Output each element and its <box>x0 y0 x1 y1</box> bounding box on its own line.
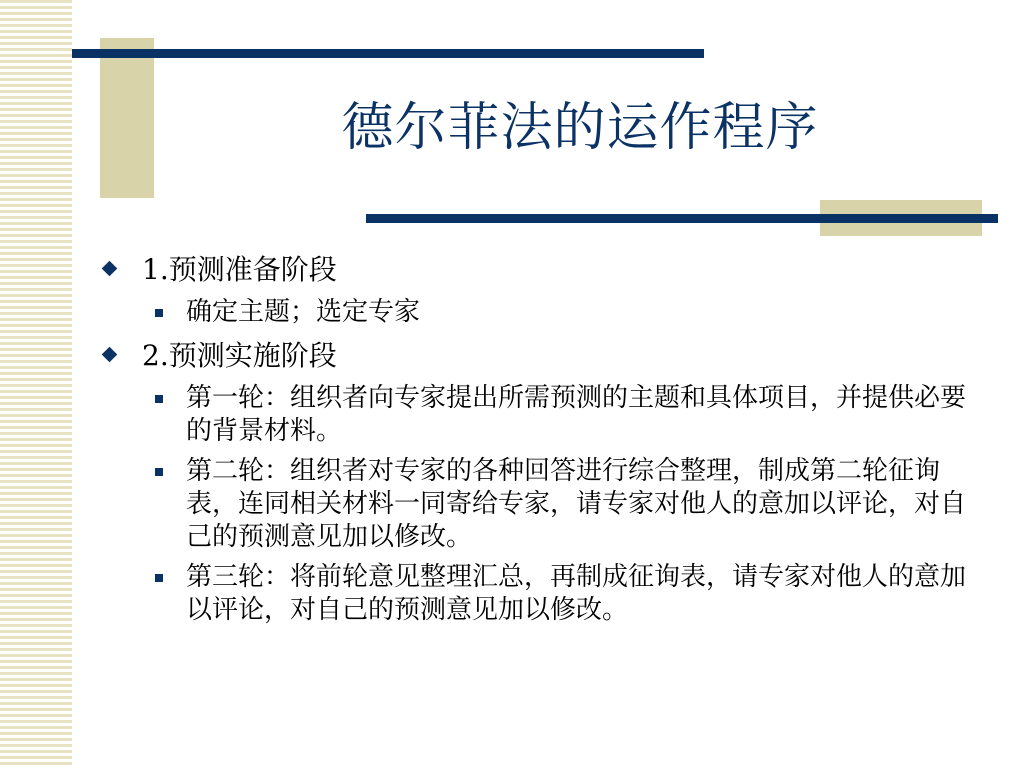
sub-bullet-item <box>98 455 966 554</box>
slide-content <box>98 250 998 634</box>
sub-bullet-item <box>98 296 966 329</box>
square-bullet-icon <box>155 574 163 582</box>
square-bullet-icon <box>155 309 163 317</box>
diamond-bullet-icon <box>102 347 118 363</box>
slide-title: 德尔菲法的运作程序 <box>341 98 819 158</box>
sub-bullet-text: 第一轮：组织者向专家提出所需预测的主题和具体项目，并提供必要的背景材料。 <box>186 383 967 446</box>
title-rule-top <box>72 49 704 58</box>
sub-bullet-item <box>98 561 966 627</box>
bullet-text: 2.预测实施阶段 <box>142 339 337 372</box>
diamond-bullet-icon <box>102 261 118 277</box>
sub-bullet-text: 确定主题；选定专家 <box>186 297 421 327</box>
sub-bullet-text: 第三轮：将前轮意见整理汇总，再制成征询表，请专家对他人的意加以评论，对自己的预测意见加以修改。 <box>186 562 967 625</box>
bullet-item-stage-2 <box>98 336 998 376</box>
square-bullet-icon <box>155 395 163 403</box>
square-bullet-icon <box>155 468 163 476</box>
bullet-item-stage-1 <box>98 250 998 290</box>
title-rule-bottom <box>366 214 998 223</box>
sub-bullet-text: 第二轮：组织者对专家的各种回答进行综合整理，制成第二轮征询表，连同相关材料一同寄给专家，请专家对他人的意加以评论，对自己的预测意见加以修改。 <box>186 456 967 552</box>
sub-bullet-item <box>98 382 966 448</box>
bullet-text: 1.预测准备阶段 <box>142 253 337 286</box>
decorative-block-top <box>100 38 154 198</box>
decorative-stripes <box>0 0 72 768</box>
